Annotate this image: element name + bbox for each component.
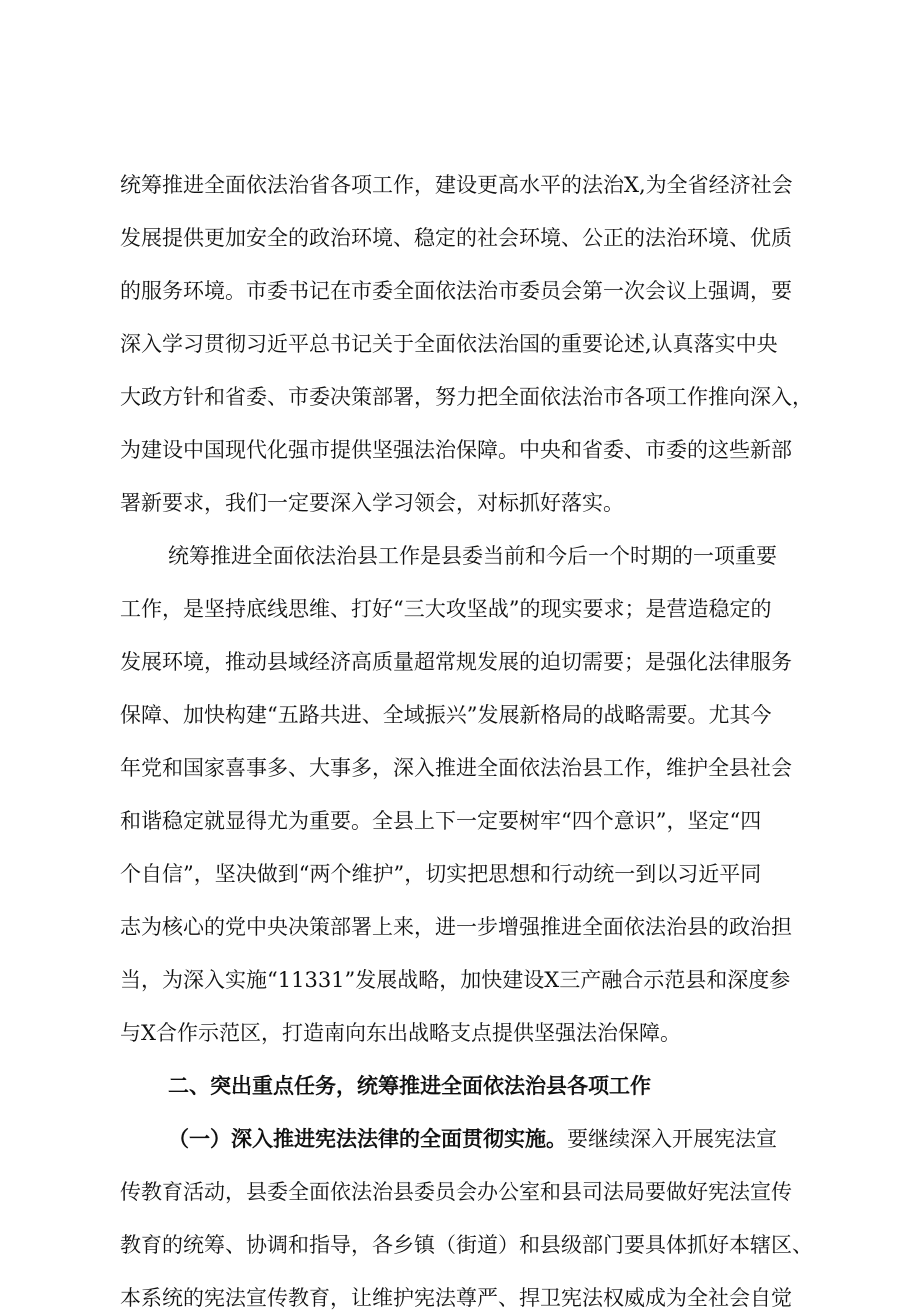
text-line: 与X合作示范区，打造南向东出战略支点提供坚强法治保障。 (120, 1021, 681, 1045)
text-line: 深入学习贯彻习近平总书记关于全面依法治国的重要论述,认真落实中央 (120, 332, 778, 356)
text-line: 统筹推进全面依法治省各项工作，建设更高水平的法治X,为全省经济社会 (120, 173, 793, 197)
text-run: 要继续深入开展宪法宣 (567, 1127, 777, 1151)
text-line: 和谐稳定就显得尤为重要。全县上下一定要树牢“四个意识”，坚定“四 (120, 809, 762, 833)
text-line (168, 1124, 777, 1154)
text-line: 教育的统筹、协调和指导，各乡镇（街道）和县级部门要具体抓好本辖区、 (120, 1233, 813, 1257)
section-heading: 二、突出重点任务，统筹推进全面依法治县各项工作 (168, 1074, 651, 1098)
text-line: 传教育活动，县委全面依法治县委员会办公室和县司法局要做好宪法宣传 (120, 1180, 792, 1204)
subsection-heading: （一）深入推进宪法法律的全面贯彻实施。 (168, 1127, 567, 1151)
text-line: 为建设中国现代化强市提供坚强法治保障。中央和省委、市委的这些新部 (120, 438, 792, 462)
text-line: 保障、加快构建“五路共进、全域振兴”发展新格局的战略需要。尤其今 (120, 703, 772, 727)
text-line: 署新要求，我们一定要深入学习领会，对标抓好落实。 (120, 491, 624, 515)
text-line: 发展提供更加安全的政治环境、稳定的社会环境、公正的法治环境、优质 (120, 226, 792, 250)
text-line: 当，为深入实施“11331”发展战略，加快建设X三产融合示范县和深度参 (120, 968, 791, 992)
text-line: 发展环境，推动县域经济高质量超常规发展的迫切需要；是强化法律服务 (120, 650, 792, 674)
text-line: 个自信”，坚决做到“两个维护”，切实把思想和行动统一到以习近平同 (120, 862, 762, 886)
text-line: 大政方针和省委、市委决策部署，努力把全面依法治市各项工作推向深入， (120, 385, 813, 409)
text-line: 工作，是坚持底线思维、打好“三大攻坚战”的现实要求；是营造稳定的 (120, 597, 772, 621)
text-line: 的服务环境。市委书记在市委全面依法治市委员会第一次会议上强调，要 (120, 279, 792, 303)
text-line: 志为核心的党中央决策部署上来，进一步增强推进全面依法治县的政治担 (120, 915, 792, 939)
text-line: 统筹推进全面依法治县工作是县委当前和今后一个时期的一项重要 (168, 544, 777, 568)
text-line: 年党和国家喜事多、大事多，深入推进全面依法治县工作，维护全县社会 (120, 756, 792, 780)
text-line: 本系统的宪法宣传教育，让维护宪法尊严、捍卫宪法权威成为全社会自觉 (120, 1286, 792, 1310)
